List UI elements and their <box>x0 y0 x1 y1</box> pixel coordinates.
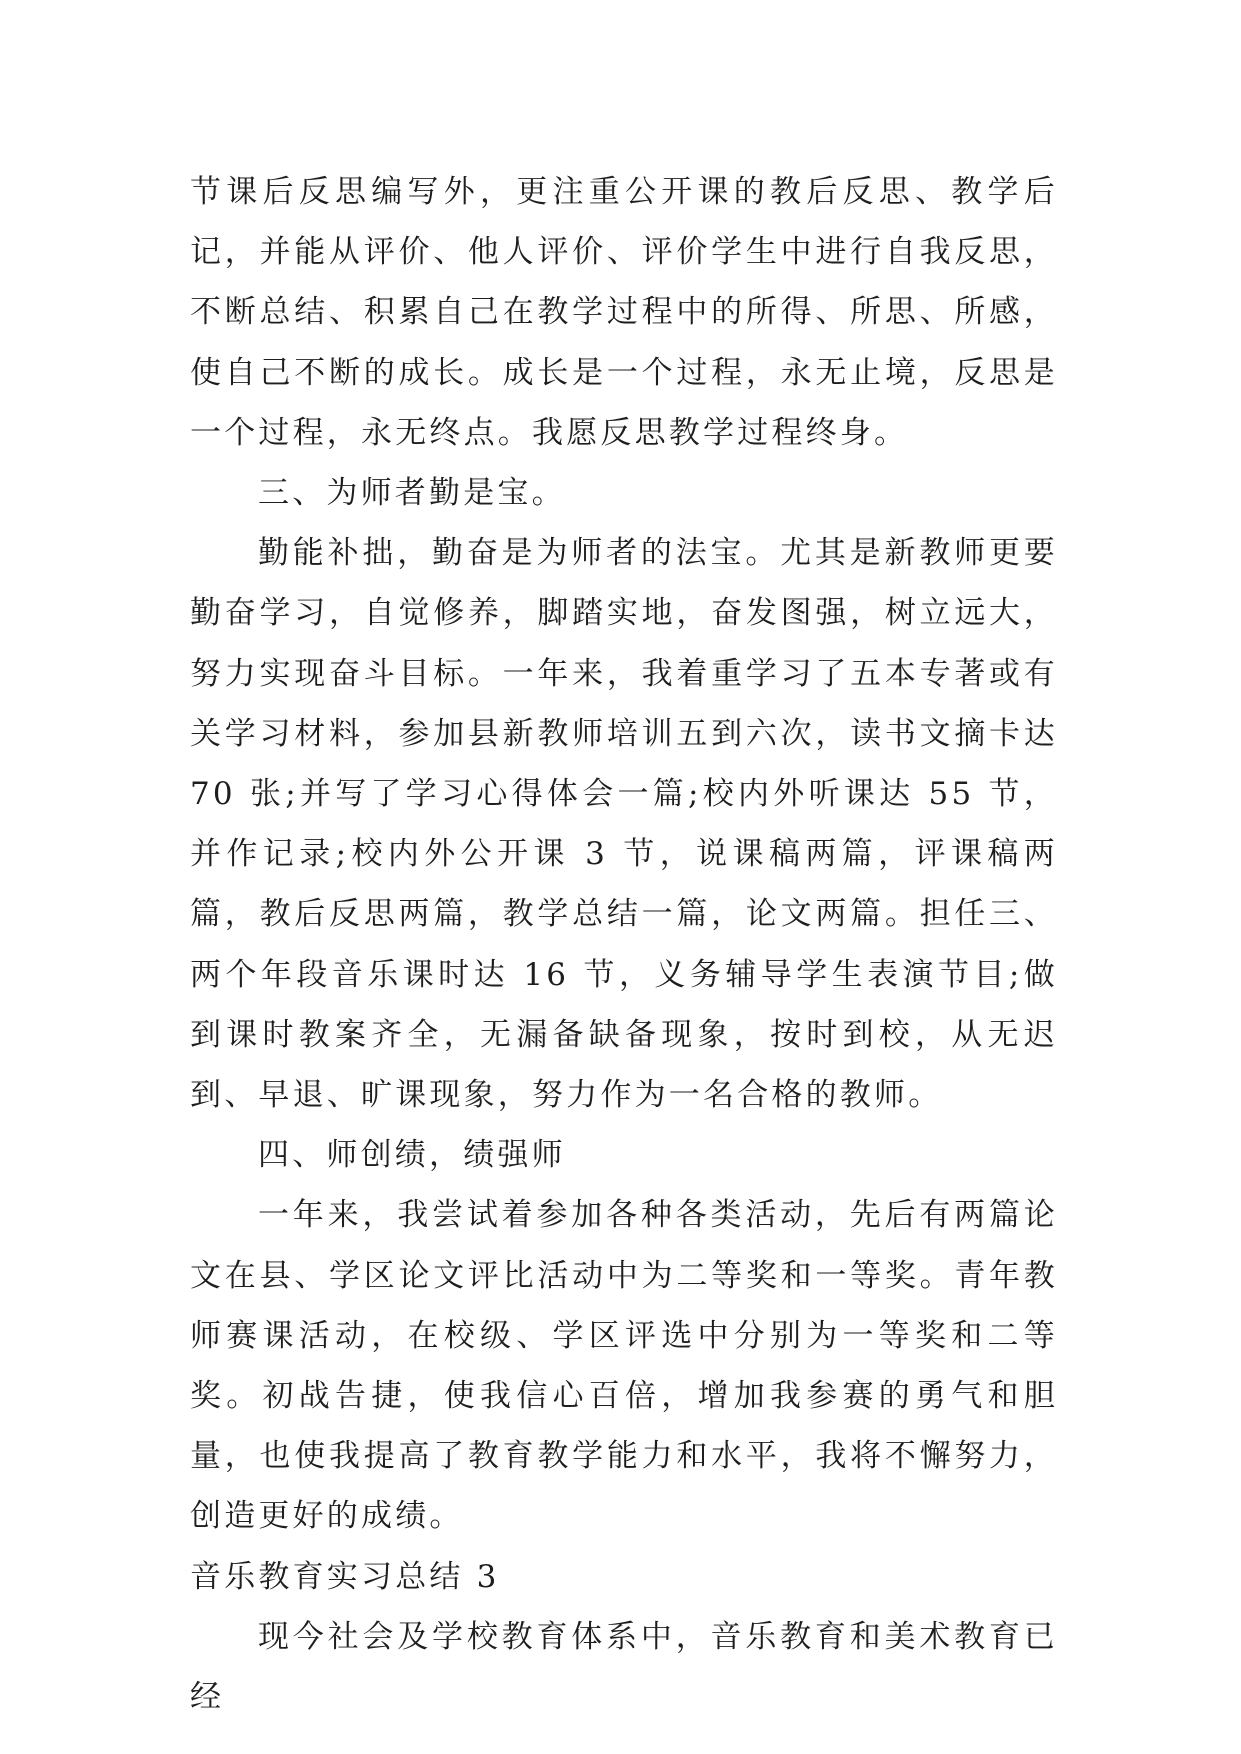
section-heading: 三、为师者勤是宝。 <box>258 475 566 512</box>
section-heading: 四、师创绩，绩强师 <box>258 1137 566 1174</box>
paragraph: 勤能补拙，勤奋是为师者的法宝。尤其是新教师更要勤奋学习，自觉修养，脚踏实地，奋发图强，树立远大，努力实现奋斗目标。一年来，我着重学习了五本专著或有关学习材料，参加县新教师培训五到六次，读书文摘卡达 70 张;并写了学习心得体会一篇;校内外听课达 55 节，并作记录;校内外公开课 3 节，说课稿两篇，评课稿两篇，教后反思两篇，教学总结一篇，论文两篇。担任三、两个年段音乐课时达 16 节，义务辅导学生表演节目;做到课时教案齐全，无漏备缺备现象，按时到校，从无迟到、早退、旷课现象，努力作为一名合格的教师。 <box>190 535 1058 1114</box>
article-title: 音乐教育实习总结 3 <box>190 1558 500 1595</box>
paragraph: 现今社会及学校教育体系中，音乐教育和美术教育已经 <box>190 1618 1058 1716</box>
document-body <box>190 162 1058 1727</box>
paragraph: 一年来，我尝试着参加各种各类活动，先后有两篇论文在县、学区论文评比活动中为二等奖和一等奖。青年教师赛课活动，在校级、学区评选中分别为一等奖和二等奖。初战告捷，使我信心百倍，增加我参赛的勇气和胆量，也使我提高了教育教学能力和水平，我将不懈努力，创造更好的成绩。 <box>190 1197 1058 1535</box>
paragraph: 节课后反思编写外，更注重公开课的教后反思、教学后记，并能从评价、他人评价、评价学生中进行自我反思，不断总结、积累自己在教学过程中的所得、所思、所感，使自己不断的成长。成长是一个过程，永无止境，反思是一个过程，永无终点。我愿反思教学过程终身。 <box>190 174 1058 451</box>
